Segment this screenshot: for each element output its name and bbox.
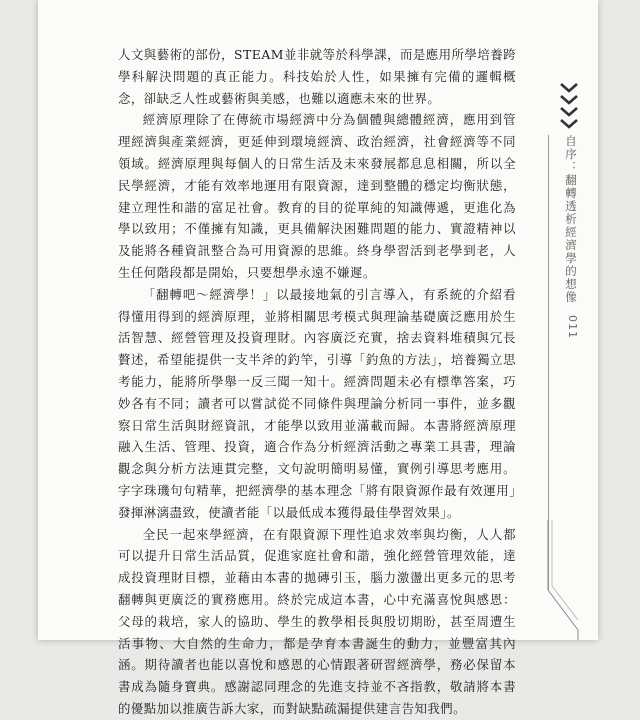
preface-body [118,44,516,720]
paragraph-4: 全民一起來學經濟，在有限資源下理性追求效率與均衡，人人都可以提升日常生活品質，促進家庭社會和諧，強化經營管理效能，達成投資理財目標，並藉由本書的拋磚引玉，腦力激盪出更多元的思考翻轉與更廣泛的實務應用。終於完成這本書，心中充滿喜悅與感恩：父母的栽培，家人的協助、學生的教學相長與殷切期盼，甚至周遭生活事物、大自然的生命力，都是孕育本書誕生的動力，並豐富其內涵。期待讀者也能以喜悅和感恩的心情跟著研習經濟學，務必保留本書成為隨身寶典。感謝認同理念的先進支持並不吝指教，敬請將本書的優點加以推廣告訴大家，而對缺點疏漏提供建言告知我們。 [118,526,516,716]
page-number: 011 [566,315,579,339]
chevron-ornament-icon [558,80,580,130]
paragraph-1: 人文與藝術的部份，STEAM並非就等於科學課，而是應用所學培養跨學科解決問題的真正能力。科技始於人性，如果擁有完備的邏輯概念，卻缺乏人性或藝術與美感，也難以適應未來的世界。 [118,47,516,106]
corner-decoration-icon [546,520,580,640]
paragraph-3: 「翻轉吧～經濟學！」以最接地氣的引言導入，有系統的介紹看得懂用得到的經濟原理，並將相關思考模式與理論基礎廣泛應用於生活智慧、經營管理及投資理財。內容廣泛充實，捨去資料堆積與冗長贅述，希望能提供一支半斧的釣竿，引導「釣魚的方法」，培養獨立思考能力，能將所學舉一反三聞一知十。經濟問題未必有標準答案，巧妙各有不同；讀者可以嘗試從不同條件與理論分析同一事件，並多觀察日常生活與財經資訊，才能學以致用並滿載而歸。本書將經濟原理融入生活、管理、投資，適合作為分析經濟活動之專業工具書，理論觀念與分析方法連貫完整，文句說明簡明易懂，實例引導思考應用。字字珠璣句句精華，把經濟學的基本理念「將有限資源作最有效運用」發揮淋漓盡致，使讀者能「以最低成本獲得最佳學習效果」。 [118,286,516,520]
book-page [38,0,598,716]
paragraph-2: 經濟原理除了在傳統市場經濟中分為個體與總體經濟，應用到管理經濟與產業經濟，更延伸到環境經濟、政治經濟，社會經濟等不同領域。經濟原理與每個人的日常生活及未來發展都息息相關，所以全民學經濟，才能有效率地運用有限資源，達到整體的穩定均衡狀態，建立理性和諧的富足社會。教育的目的從單純的知識傳遞，更進化為學以致用；不僅擁有知識，更具備解決困難問題的能力、實證精神以及能將各種資訊整合為可用資源的思維。終身學習活到老學到老，人生任何階段都是開始，只要想學永遠不嫌遲。 [118,112,516,280]
running-title: 自序：翻轉透析經濟學的想像 [564,135,578,304]
